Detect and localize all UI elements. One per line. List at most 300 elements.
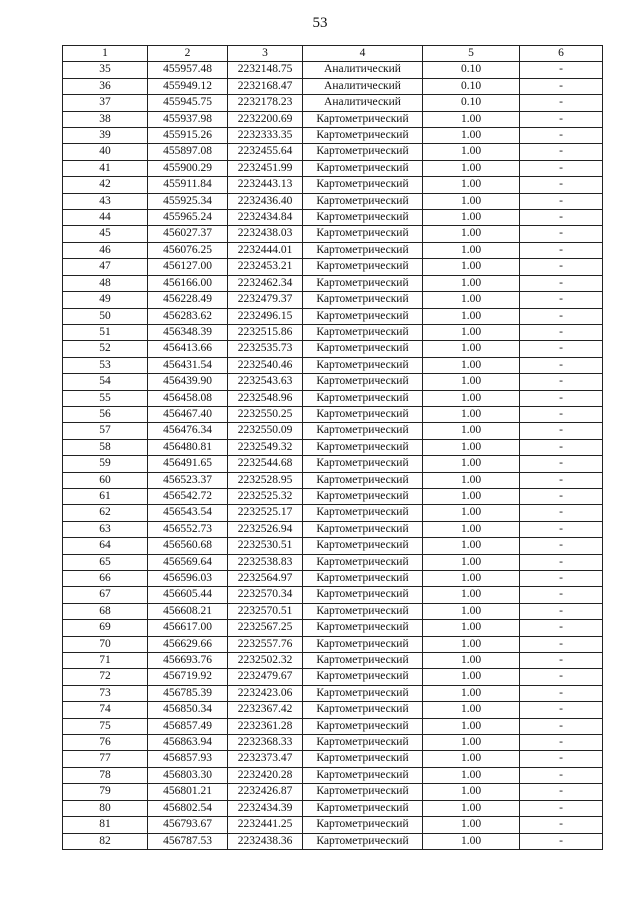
accuracy-cell: 1.00 [423, 800, 520, 816]
y-coordinate-cell: 2232361.28 [228, 718, 303, 734]
x-coordinate-cell: 456850.34 [148, 702, 228, 718]
table-row [63, 587, 603, 603]
x-coordinate-cell: 456801.21 [148, 784, 228, 800]
table-row [63, 242, 603, 258]
point-number-cell: 71 [63, 653, 148, 669]
note-cell: - [520, 275, 603, 291]
table-row [63, 472, 603, 488]
method-cell: Картометрический [303, 767, 423, 783]
point-number-cell: 63 [63, 521, 148, 537]
x-coordinate-cell: 456569.64 [148, 554, 228, 570]
table-row [63, 144, 603, 160]
x-coordinate-cell: 456076.25 [148, 242, 228, 258]
table-row [63, 111, 603, 127]
table-row [63, 817, 603, 833]
point-number-cell: 58 [63, 439, 148, 455]
accuracy-cell: 1.00 [423, 685, 520, 701]
x-coordinate-cell: 456166.00 [148, 275, 228, 291]
header-cell: 2 [148, 46, 228, 62]
table-row [63, 521, 603, 537]
note-cell: - [520, 226, 603, 242]
point-number-cell: 43 [63, 193, 148, 209]
note-cell: - [520, 95, 603, 111]
accuracy-cell: 1.00 [423, 653, 520, 669]
y-coordinate-cell: 2232420.28 [228, 767, 303, 783]
note-cell: - [520, 817, 603, 833]
table-row [63, 95, 603, 111]
y-coordinate-cell: 2232502.32 [228, 653, 303, 669]
x-coordinate-cell: 455900.29 [148, 160, 228, 176]
table-row [63, 488, 603, 504]
point-number-cell: 46 [63, 242, 148, 258]
x-coordinate-cell: 456803.30 [148, 767, 228, 783]
y-coordinate-cell: 2232441.25 [228, 817, 303, 833]
x-coordinate-cell: 455965.24 [148, 210, 228, 226]
note-cell: - [520, 735, 603, 751]
y-coordinate-cell: 2232557.76 [228, 636, 303, 652]
accuracy-cell: 1.00 [423, 833, 520, 849]
note-cell: - [520, 242, 603, 258]
accuracy-cell: 1.00 [423, 571, 520, 587]
table-row [63, 653, 603, 669]
y-coordinate-cell: 2232453.21 [228, 259, 303, 275]
note-cell: - [520, 78, 603, 94]
method-cell: Картометрический [303, 718, 423, 734]
y-coordinate-cell: 2232515.86 [228, 324, 303, 340]
method-cell: Картометрический [303, 554, 423, 570]
method-cell: Картометрический [303, 193, 423, 209]
method-cell: Картометрический [303, 341, 423, 357]
x-coordinate-cell: 455945.75 [148, 95, 228, 111]
table-row [63, 554, 603, 570]
y-coordinate-cell: 2232543.63 [228, 374, 303, 390]
method-cell: Картометрический [303, 800, 423, 816]
x-coordinate-cell: 456863.94 [148, 735, 228, 751]
coordinates-table [62, 45, 603, 850]
point-number-cell: 68 [63, 603, 148, 619]
point-number-cell: 79 [63, 784, 148, 800]
x-coordinate-cell: 456787.53 [148, 833, 228, 849]
note-cell: - [520, 636, 603, 652]
method-cell: Картометрический [303, 456, 423, 472]
y-coordinate-cell: 2232367.42 [228, 702, 303, 718]
table-row [63, 324, 603, 340]
method-cell: Картометрический [303, 308, 423, 324]
page-number: 53 [312, 15, 328, 31]
x-coordinate-cell: 456785.39 [148, 685, 228, 701]
x-coordinate-cell: 455911.84 [148, 177, 228, 193]
accuracy-cell: 1.00 [423, 390, 520, 406]
y-coordinate-cell: 2232544.68 [228, 456, 303, 472]
point-number-cell: 35 [63, 62, 148, 78]
table-row [63, 800, 603, 816]
accuracy-cell: 1.00 [423, 587, 520, 603]
x-coordinate-cell: 456629.66 [148, 636, 228, 652]
y-coordinate-cell: 2232540.46 [228, 357, 303, 373]
method-cell: Картометрический [303, 390, 423, 406]
note-cell: - [520, 308, 603, 324]
note-cell: - [520, 62, 603, 78]
point-number-cell: 53 [63, 357, 148, 373]
y-coordinate-cell: 2232570.51 [228, 603, 303, 619]
y-coordinate-cell: 2232426.87 [228, 784, 303, 800]
x-coordinate-cell: 456431.54 [148, 357, 228, 373]
method-cell: Картометрический [303, 226, 423, 242]
method-cell: Картометрический [303, 292, 423, 308]
table-row [63, 226, 603, 242]
table-header [63, 46, 603, 62]
y-coordinate-cell: 2232178.23 [228, 95, 303, 111]
method-cell: Картометрический [303, 488, 423, 504]
point-number-cell: 62 [63, 505, 148, 521]
point-number-cell: 73 [63, 685, 148, 701]
point-number-cell: 75 [63, 718, 148, 734]
y-coordinate-cell: 2232148.75 [228, 62, 303, 78]
x-coordinate-cell: 456458.08 [148, 390, 228, 406]
point-number-cell: 55 [63, 390, 148, 406]
y-coordinate-cell: 2232525.17 [228, 505, 303, 521]
accuracy-cell: 1.00 [423, 702, 520, 718]
method-cell: Картометрический [303, 406, 423, 422]
method-cell: Картометрический [303, 259, 423, 275]
point-number-cell: 74 [63, 702, 148, 718]
method-cell: Картометрический [303, 620, 423, 636]
point-number-cell: 59 [63, 456, 148, 472]
table-row [63, 423, 603, 439]
table-row [63, 784, 603, 800]
method-cell: Картометрический [303, 669, 423, 685]
y-coordinate-cell: 2232373.47 [228, 751, 303, 767]
method-cell: Картометрический [303, 571, 423, 587]
table-row [63, 833, 603, 849]
method-cell: Картометрический [303, 521, 423, 537]
y-coordinate-cell: 2232455.64 [228, 144, 303, 160]
note-cell: - [520, 767, 603, 783]
point-number-cell: 82 [63, 833, 148, 849]
accuracy-cell: 1.00 [423, 341, 520, 357]
method-cell: Картометрический [303, 735, 423, 751]
note-cell: - [520, 571, 603, 587]
x-coordinate-cell: 456348.39 [148, 324, 228, 340]
table-row [63, 374, 603, 390]
y-coordinate-cell: 2232538.83 [228, 554, 303, 570]
table-row [63, 210, 603, 226]
x-coordinate-cell: 456127.00 [148, 259, 228, 275]
note-cell: - [520, 685, 603, 701]
note-cell: - [520, 423, 603, 439]
accuracy-cell: 1.00 [423, 456, 520, 472]
x-coordinate-cell: 456693.76 [148, 653, 228, 669]
method-cell: Аналитический [303, 62, 423, 78]
y-coordinate-cell: 2232451.99 [228, 160, 303, 176]
accuracy-cell: 1.00 [423, 242, 520, 258]
table-row [63, 390, 603, 406]
point-number-cell: 69 [63, 620, 148, 636]
accuracy-cell: 0.10 [423, 78, 520, 94]
accuracy-cell: 1.00 [423, 308, 520, 324]
table-row [63, 177, 603, 193]
accuracy-cell: 1.00 [423, 210, 520, 226]
accuracy-cell: 0.10 [423, 95, 520, 111]
point-number-cell: 44 [63, 210, 148, 226]
accuracy-cell: 1.00 [423, 177, 520, 193]
point-number-cell: 65 [63, 554, 148, 570]
note-cell: - [520, 620, 603, 636]
accuracy-cell: 1.00 [423, 538, 520, 554]
y-coordinate-cell: 2232526.94 [228, 521, 303, 537]
accuracy-cell: 1.00 [423, 669, 520, 685]
method-cell: Картометрический [303, 242, 423, 258]
note-cell: - [520, 472, 603, 488]
point-number-cell: 47 [63, 259, 148, 275]
note-cell: - [520, 210, 603, 226]
method-cell: Картометрический [303, 177, 423, 193]
note-cell: - [520, 718, 603, 734]
method-cell: Картометрический [303, 374, 423, 390]
x-coordinate-cell: 456467.40 [148, 406, 228, 422]
point-number-cell: 41 [63, 160, 148, 176]
accuracy-cell: 1.00 [423, 784, 520, 800]
accuracy-cell: 1.00 [423, 128, 520, 144]
accuracy-cell: 1.00 [423, 357, 520, 373]
accuracy-cell: 1.00 [423, 423, 520, 439]
method-cell: Картометрический [303, 751, 423, 767]
point-number-cell: 78 [63, 767, 148, 783]
x-coordinate-cell: 456793.67 [148, 817, 228, 833]
x-coordinate-cell: 456523.37 [148, 472, 228, 488]
point-number-cell: 49 [63, 292, 148, 308]
table-row [63, 275, 603, 291]
y-coordinate-cell: 2232200.69 [228, 111, 303, 127]
x-coordinate-cell: 455949.12 [148, 78, 228, 94]
x-coordinate-cell: 455897.08 [148, 144, 228, 160]
point-number-cell: 64 [63, 538, 148, 554]
point-number-cell: 60 [63, 472, 148, 488]
method-cell: Картометрический [303, 702, 423, 718]
accuracy-cell: 1.00 [423, 160, 520, 176]
note-cell: - [520, 193, 603, 209]
accuracy-cell: 1.00 [423, 620, 520, 636]
table-row [63, 259, 603, 275]
note-cell: - [520, 390, 603, 406]
table-row [63, 538, 603, 554]
y-coordinate-cell: 2232333.35 [228, 128, 303, 144]
y-coordinate-cell: 2232567.25 [228, 620, 303, 636]
note-cell: - [520, 111, 603, 127]
note-cell: - [520, 456, 603, 472]
note-cell: - [520, 587, 603, 603]
point-number-cell: 40 [63, 144, 148, 160]
accuracy-cell: 1.00 [423, 193, 520, 209]
y-coordinate-cell: 2232436.40 [228, 193, 303, 209]
accuracy-cell: 1.00 [423, 718, 520, 734]
table-row [63, 128, 603, 144]
accuracy-cell: 1.00 [423, 439, 520, 455]
method-cell: Картометрический [303, 833, 423, 849]
note-cell: - [520, 521, 603, 537]
table-row [63, 341, 603, 357]
y-coordinate-cell: 2232438.03 [228, 226, 303, 242]
table-row [63, 439, 603, 455]
accuracy-cell: 1.00 [423, 259, 520, 275]
table-row [63, 456, 603, 472]
y-coordinate-cell: 2232550.25 [228, 406, 303, 422]
y-coordinate-cell: 2232549.32 [228, 439, 303, 455]
note-cell: - [520, 784, 603, 800]
point-number-cell: 48 [63, 275, 148, 291]
x-coordinate-cell: 456228.49 [148, 292, 228, 308]
point-number-cell: 54 [63, 374, 148, 390]
x-coordinate-cell: 456476.34 [148, 423, 228, 439]
table-row [63, 767, 603, 783]
table-row [63, 718, 603, 734]
point-number-cell: 50 [63, 308, 148, 324]
table-row [63, 636, 603, 652]
accuracy-cell: 1.00 [423, 488, 520, 504]
accuracy-cell: 1.00 [423, 817, 520, 833]
note-cell: - [520, 341, 603, 357]
table-row [63, 669, 603, 685]
table-row [63, 160, 603, 176]
note-cell: - [520, 505, 603, 521]
y-coordinate-cell: 2232434.39 [228, 800, 303, 816]
x-coordinate-cell: 456596.03 [148, 571, 228, 587]
point-number-cell: 67 [63, 587, 148, 603]
y-coordinate-cell: 2232368.33 [228, 735, 303, 751]
note-cell: - [520, 292, 603, 308]
point-number-cell: 72 [63, 669, 148, 685]
note-cell: - [520, 128, 603, 144]
point-number-cell: 70 [63, 636, 148, 652]
point-number-cell: 52 [63, 341, 148, 357]
point-number-cell: 39 [63, 128, 148, 144]
header-cell: 4 [303, 46, 423, 62]
y-coordinate-cell: 2232479.37 [228, 292, 303, 308]
note-cell: - [520, 357, 603, 373]
table-row [63, 308, 603, 324]
x-coordinate-cell: 456605.44 [148, 587, 228, 603]
x-coordinate-cell: 456027.37 [148, 226, 228, 242]
y-coordinate-cell: 2232525.32 [228, 488, 303, 504]
method-cell: Картометрический [303, 653, 423, 669]
table-row [63, 735, 603, 751]
accuracy-cell: 1.00 [423, 226, 520, 242]
table-row [63, 751, 603, 767]
accuracy-cell: 1.00 [423, 324, 520, 340]
table-row [63, 505, 603, 521]
x-coordinate-cell: 456608.21 [148, 603, 228, 619]
point-number-cell: 77 [63, 751, 148, 767]
x-coordinate-cell: 455937.98 [148, 111, 228, 127]
note-cell: - [520, 800, 603, 816]
accuracy-cell: 1.00 [423, 292, 520, 308]
y-coordinate-cell: 2232535.73 [228, 341, 303, 357]
point-number-cell: 57 [63, 423, 148, 439]
note-cell: - [520, 160, 603, 176]
method-cell: Картометрический [303, 210, 423, 226]
note-cell: - [520, 538, 603, 554]
x-coordinate-cell: 456542.72 [148, 488, 228, 504]
accuracy-cell: 1.00 [423, 554, 520, 570]
note-cell: - [520, 259, 603, 275]
header-row [63, 46, 603, 62]
y-coordinate-cell: 2232530.51 [228, 538, 303, 554]
accuracy-cell: 1.00 [423, 144, 520, 160]
note-cell: - [520, 751, 603, 767]
y-coordinate-cell: 2232570.34 [228, 587, 303, 603]
accuracy-cell: 1.00 [423, 374, 520, 390]
table-row [63, 685, 603, 701]
accuracy-cell: 1.00 [423, 735, 520, 751]
method-cell: Картометрический [303, 144, 423, 160]
y-coordinate-cell: 2232479.67 [228, 669, 303, 685]
method-cell: Аналитический [303, 95, 423, 111]
note-cell: - [520, 669, 603, 685]
note-cell: - [520, 833, 603, 849]
table-row [63, 702, 603, 718]
point-number-cell: 51 [63, 324, 148, 340]
table-row [63, 406, 603, 422]
method-cell: Картометрический [303, 587, 423, 603]
method-cell: Картометрический [303, 505, 423, 521]
accuracy-cell: 1.00 [423, 751, 520, 767]
accuracy-cell: 1.00 [423, 472, 520, 488]
method-cell: Картометрический [303, 603, 423, 619]
accuracy-cell: 1.00 [423, 275, 520, 291]
table-row [63, 357, 603, 373]
method-cell: Картометрический [303, 423, 423, 439]
x-coordinate-cell: 456552.73 [148, 521, 228, 537]
note-cell: - [520, 653, 603, 669]
note-cell: - [520, 439, 603, 455]
method-cell: Картометрический [303, 685, 423, 701]
x-coordinate-cell: 456413.66 [148, 341, 228, 357]
point-number-cell: 36 [63, 78, 148, 94]
y-coordinate-cell: 2232423.06 [228, 685, 303, 701]
y-coordinate-cell: 2232462.34 [228, 275, 303, 291]
note-cell: - [520, 144, 603, 160]
note-cell: - [520, 324, 603, 340]
point-number-cell: 66 [63, 571, 148, 587]
y-coordinate-cell: 2232564.97 [228, 571, 303, 587]
table-row [63, 571, 603, 587]
table-row [63, 62, 603, 78]
accuracy-cell: 1.00 [423, 521, 520, 537]
table-row [63, 620, 603, 636]
x-coordinate-cell: 456617.00 [148, 620, 228, 636]
method-cell: Картометрический [303, 128, 423, 144]
method-cell: Картометрический [303, 784, 423, 800]
header-cell: 1 [63, 46, 148, 62]
point-number-cell: 56 [63, 406, 148, 422]
method-cell: Картометрический [303, 324, 423, 340]
method-cell: Картометрический [303, 357, 423, 373]
y-coordinate-cell: 2232443.13 [228, 177, 303, 193]
y-coordinate-cell: 2232548.96 [228, 390, 303, 406]
accuracy-cell: 0.10 [423, 62, 520, 78]
accuracy-cell: 1.00 [423, 406, 520, 422]
point-number-cell: 76 [63, 735, 148, 751]
y-coordinate-cell: 2232434.84 [228, 210, 303, 226]
y-coordinate-cell: 2232168.47 [228, 78, 303, 94]
note-cell: - [520, 554, 603, 570]
point-number-cell: 80 [63, 800, 148, 816]
note-cell: - [520, 603, 603, 619]
header-cell: 5 [423, 46, 520, 62]
x-coordinate-cell: 456491.65 [148, 456, 228, 472]
note-cell: - [520, 406, 603, 422]
table-body [63, 62, 603, 850]
